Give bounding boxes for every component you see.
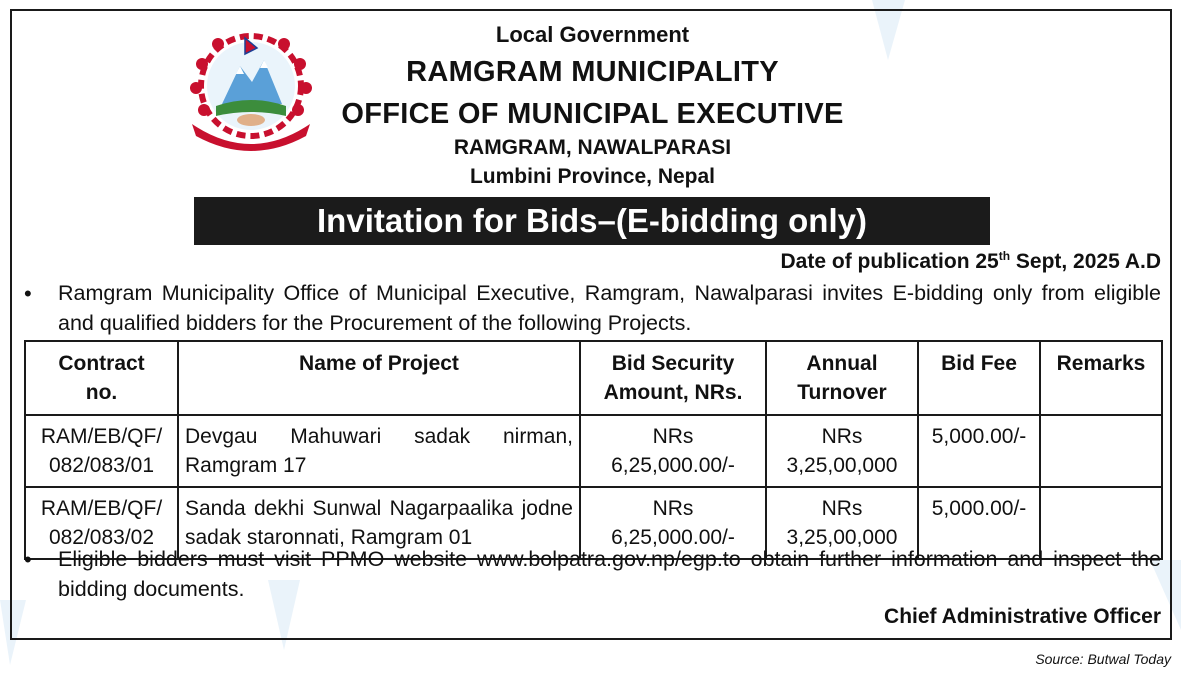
header-contract-no: Contract no. (25, 341, 178, 415)
annual-turnover-cell: NRs 3,25,00,000 (766, 415, 918, 487)
header-bid-fee: Bid Fee (918, 341, 1040, 415)
header-project-name: Name of Project (178, 341, 580, 415)
publication-date (781, 249, 1161, 274)
bids-table (24, 340, 1163, 560)
office-name: OFFICE OF MUNICIPAL EXECUTIVE (341, 98, 844, 130)
bid-security-cell: NRs 6,25,000.00/- (580, 415, 766, 487)
table-row (25, 415, 1162, 487)
header-bid-security: Bid Security Amount, NRs. (580, 341, 766, 415)
intro-paragraph: Ramgram Municipality Office of Municipal Executive, Ramgram, Nawalparasi invites E-bidding only from eligible and qualified bidders for the Procurement of the following Projects. (58, 281, 1161, 335)
office-address: RAMGRAM, NAWALPARASI (453, 136, 732, 159)
annual-turnover-cell: NRs 3,25,00,000 (766, 487, 918, 559)
bid-security-cell: NRs 6,25,000.00/- (580, 487, 766, 559)
header-remarks: Remarks (1040, 341, 1162, 415)
contract-no-cell: RAM/EB/QF/ 082/083/02 (25, 487, 178, 559)
notice-title-banner: Invitation for Bids–(E-bidding only) (194, 197, 990, 245)
source-credit: Source: Butwal Today (1035, 651, 1171, 667)
project-name-cell: Sanda dekhi Sunwal Nagarpaalika jodne sadak staronnati, Ramgram 01 (178, 487, 580, 559)
province-label: Lumbini Province, Nepal (469, 165, 716, 188)
publication-date-prefix: Date of publication 25 (780, 250, 999, 273)
publication-date-suffix: th (998, 249, 1011, 263)
local-government-label: Local Government (495, 22, 690, 47)
signatory-title: Chief Administrative Officer (884, 605, 1161, 628)
remarks-cell (1040, 415, 1162, 487)
header-annual-turnover: Annual Turnover (766, 341, 918, 415)
eligibility-note: Eligible bidders must visit PPMO website www.bolpatra.gov.np/egp.to obtain further information and inspect the bidding documents. (58, 547, 1161, 601)
contract-no-cell: RAM/EB/QF/ 082/083/01 (25, 415, 178, 487)
project-name-cell: Devgau Mahuwari sadak nirman, Ramgram 17 (178, 415, 580, 487)
bid-fee-cell: 5,000.00/- (918, 415, 1040, 487)
publication-date-rest: Sept, 2025 A.D (1010, 250, 1161, 273)
municipality-name: RAMGRAM MUNICIPALITY (406, 56, 779, 88)
bid-fee-cell: 5,000.00/- (918, 487, 1040, 559)
bullet-marker: • (24, 281, 32, 306)
bullet-marker: • (24, 547, 32, 572)
table-header-row (25, 341, 1162, 415)
